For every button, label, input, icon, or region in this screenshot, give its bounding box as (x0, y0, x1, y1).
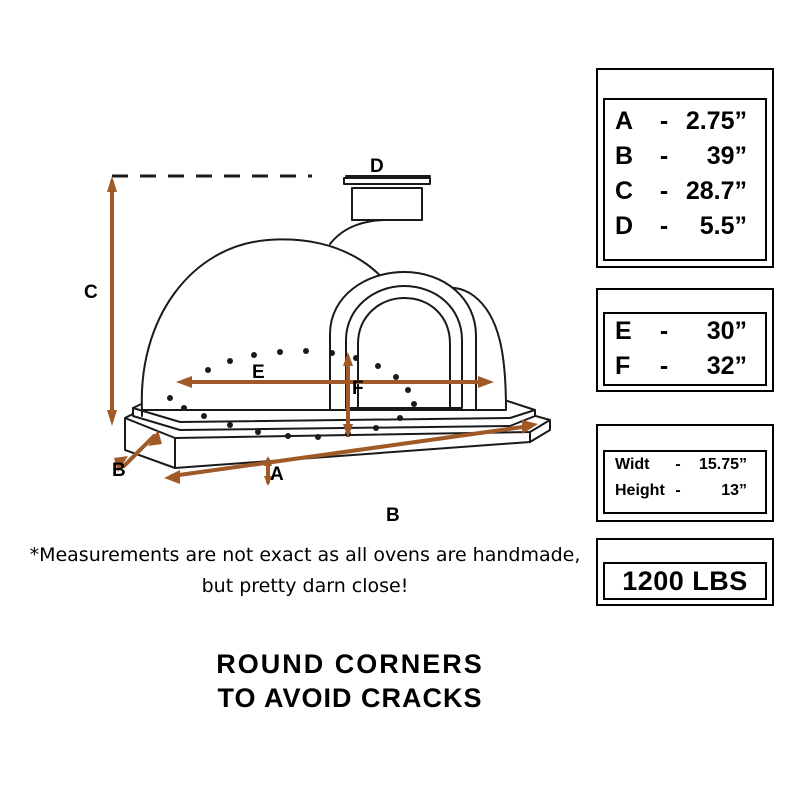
dimension-dash: - (659, 316, 669, 345)
weight-table (596, 538, 774, 606)
note-line-2: but pretty darn close! (201, 575, 409, 598)
dim-label-b-left: B (112, 460, 126, 481)
weight-value: 1200 LBS (622, 565, 748, 596)
dim-label-d: D (370, 156, 384, 177)
oven-illustration (30, 120, 590, 540)
dimension-key: D (615, 211, 634, 240)
dim-label-f: F (352, 378, 364, 399)
table-row (605, 349, 765, 384)
note-line-1: *Measurements are not exact as all ovens are handmade, (29, 544, 581, 566)
opening-key: Height (615, 481, 665, 499)
dim-label-a: A (270, 464, 284, 485)
dimension-value: 28.7” (685, 176, 747, 205)
opening-dash: - (675, 455, 681, 473)
table-row (605, 139, 765, 174)
dimension-value: 30” (706, 316, 747, 345)
table-row (605, 314, 765, 349)
dimension-dash: - (659, 351, 669, 380)
headline-line-1: ROUND CORNERS (216, 649, 484, 679)
dimension-key: F (615, 351, 631, 380)
dimension-value: 39” (706, 141, 747, 170)
primary-dimensions-table (596, 68, 774, 268)
opening-value: 13” (721, 481, 747, 499)
dim-label-e: E (252, 362, 265, 383)
table-row (605, 174, 765, 209)
table-row (605, 452, 765, 478)
dim-label-c: C (84, 282, 98, 303)
dimension-dash: - (659, 106, 669, 135)
table-row (605, 209, 765, 244)
opening-key: Widt (615, 455, 650, 473)
dim-label-b-front: B (386, 505, 400, 526)
opening-dash: - (675, 481, 681, 499)
dimension-dash: - (659, 176, 669, 205)
dimension-value: 32” (706, 351, 747, 380)
measurement-note (20, 540, 590, 603)
dimension-key: C (615, 176, 634, 205)
headline (140, 648, 560, 716)
dimension-key: E (615, 316, 632, 345)
headline-line-2: TO AVOID CRACKS (217, 682, 483, 713)
table-row (605, 478, 765, 504)
dimension-key: B (615, 141, 634, 170)
opening-dimensions-table (596, 424, 774, 522)
table-row (605, 104, 765, 139)
dimension-value: 2.75” (685, 106, 747, 135)
opening-value: 15.75” (698, 455, 747, 473)
secondary-dimensions-table (596, 288, 774, 392)
dimension-dash: - (659, 211, 669, 240)
dimension-value: 5.5” (699, 211, 747, 240)
dimension-key: A (615, 106, 634, 135)
dimension-dash: - (659, 141, 669, 170)
